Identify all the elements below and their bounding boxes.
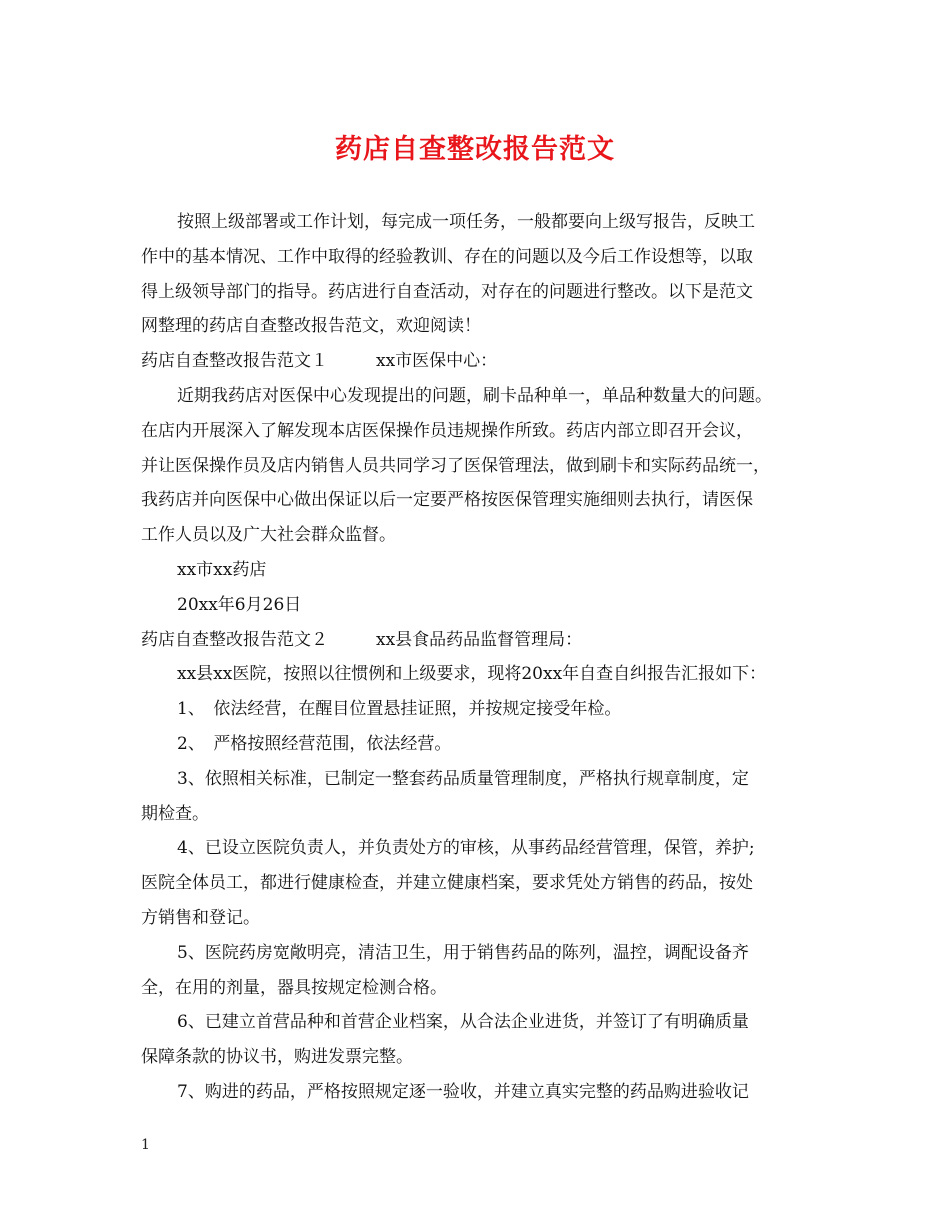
page-number: 1 <box>141 1137 150 1153</box>
sample1-body-line: 在店内开展深入了解发现本店医保操作员违规操作所致。药店内部立即召开会议， <box>141 420 753 441</box>
sample1-body-line: 并让医保操作员及店内销售人员共同学习了医保管理法，做到刷卡和实际药品统一， <box>141 455 770 476</box>
list-item-line: 5、医院药房宽敞明亮，清洁卫生，用于销售药品的陈列，温控，调配设备齐 <box>177 942 749 963</box>
list-item-line: 2、 严格按照经营范围，依法经营。 <box>177 733 452 754</box>
list-item-line: 保障条款的协议书，购进发票完整。 <box>141 1047 413 1068</box>
intro-paragraph <box>141 205 821 344</box>
list-item-line: 1、 依法经营，在醒目位置悬挂证照，并按规定接受年检。 <box>177 699 622 720</box>
list-item-line: 方销售和登记。 <box>141 907 260 928</box>
document-body <box>141 205 821 1110</box>
sample1-body-line: 近期我药店对医保中心发现提出的问题，刷卡品种单一，单品种数量大的问题。 <box>177 385 772 406</box>
list-item-line: 6、已建立首营品种和首营企业档案，从合法企业进货，并签订了有明确质量 <box>177 1012 749 1033</box>
sample1-body-line: 工作人员以及广大社会群众监督。 <box>141 525 396 546</box>
document-title: 药店自查整改报告范文 <box>335 134 615 165</box>
list-item-line: 医院全体员工，都进行健康检查，并建立健康档案，要求凭处方销售的药品，按处 <box>141 873 753 894</box>
intro-line: 网整理的药店自查整改报告范文，欢迎阅读！ <box>141 316 481 337</box>
sample2-header <box>141 623 821 658</box>
intro-line: 得上级领导部门的指导。药店进行自查活动，对存在的问题进行整改。以下是范文 <box>141 281 753 302</box>
list-item-line: 全，在用的剂量，器具按规定检测合格。 <box>141 977 447 998</box>
list-item-line: 3、依照相关标准，已制定一整套药品质量管理制度，严格执行规章制度，定 <box>177 768 749 789</box>
list-item-2 <box>141 727 821 762</box>
list-item-4 <box>141 831 821 935</box>
intro-line: 按照上级部署或工作计划，每完成一项任务，一般都要向上级写报告，反映工 <box>177 212 755 232</box>
list-item-3 <box>141 762 821 832</box>
sample1-signature: xx市xx药店 <box>177 559 267 580</box>
list-item-line: 7、购进的药品，严格按照规定逐一验收，并建立真实完整的药品购进验收记 <box>177 1081 749 1102</box>
sample1-date: 20xx年6月26日 <box>177 594 302 615</box>
list-item-6 <box>141 1005 821 1075</box>
list-item-line: 期检查。 <box>141 803 209 824</box>
sample1-body-line: 我药店并向医保中心做出保证以后一定要严格按医保管理实施细则去执行，请医保 <box>141 490 753 511</box>
sample1-header <box>141 344 821 379</box>
sample1-heading: 药店自查整改报告范文１ <box>141 351 328 372</box>
sample2-recipient: xx县食品药品监督管理局： <box>376 629 583 650</box>
sample2-opening: xx县xx医院，按照以往惯例和上级要求，现将20xx年自查自纠报告汇报如下： <box>177 664 767 685</box>
list-item-line: 4、已设立医院负责人，并负责处方的审核，从事药品经营管理，保管，养护; <box>177 838 755 859</box>
intro-line: 作中的基本情况、工作中取得的经验教训、存在的问题以及今后工作设想等，以取 <box>141 246 753 267</box>
sample1-body <box>141 379 821 553</box>
sample2-heading: 药店自查整改报告范文２ <box>141 629 328 650</box>
sample1-recipient: xx市医保中心： <box>376 351 498 372</box>
list-item-5 <box>141 936 821 1006</box>
list-item-1 <box>141 692 821 727</box>
list-item-7 <box>141 1075 821 1110</box>
